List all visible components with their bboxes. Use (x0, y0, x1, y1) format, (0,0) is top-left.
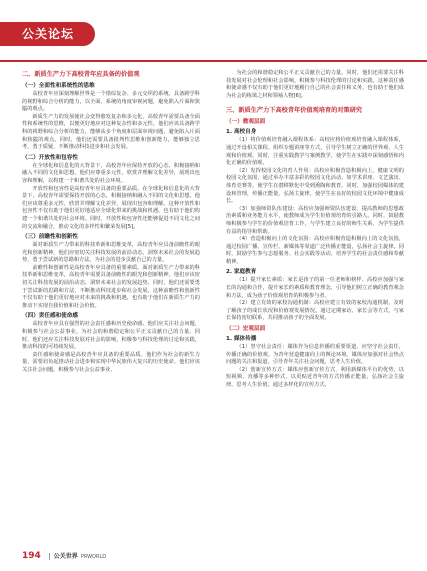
right-column (226, 70, 404, 390)
magazine-name-en: PRWORLD (80, 554, 107, 560)
paragraph: （1）坚守社会责任：媒体作为信息传播的重要渠道，应坚守社会责任，传播正确的价值观。为青年营造健康向上的舆论环境。媒体应加强对社会热点问题的关注和报道，引导青年关注社会问题，思考人生价值。 (226, 344, 404, 366)
paragraph: 面对新质生产力带来的科技革新和思维变革，高校青年应具备前瞻性的眼光和创新精神。他们应密切关注科技发展的前沿动态，洞察未来社会的发展趋势，勇于尝试新的思路和方法，为社会的进步贡献自己的力量。 (22, 242, 200, 264)
paragraph: 为社会的和谐稳定和公平正义贡献自己的力量。同时，他们还需要关注科技发展对社会伦理和社会影响，积极参与科技伦理的讨论和实践。这种责任感和使命感不仅有助于他们更好地履行自己的社会责任和义务，也有助于他们成为社会的栋梁之材和领袖人物[6]。 (226, 70, 404, 99)
subsection-title: 1. 高校自身 (226, 129, 257, 136)
column-tab (0, 22, 95, 46)
page-header (0, 0, 427, 62)
paragraph: 责任感和使命感是高校青年应具备的重要品质。他们作为社会的新生力量，需要肩负起推动社会进步和实现中华民族伟大复兴的历史使命。他们应该关注社会问题，积极参与社会公益事业， (22, 351, 200, 373)
paragraph: （2）创新宣传方式：媒体应创新宣传方式，利用新媒体平台的优势，以短视频、直播等多种形式，以更贴近青年的方式传播正能量，弘扬社会主旋律。思考人生价值。通过多样化的宣传方式， (226, 366, 404, 388)
paragraph: 开放性和包容性是高校青年应具备的重要品质。在全球化和信息化的大背景下，高校青年需要保持开放的心态，积极接纳和融入不同的文化和思想。他们应该尊重多元性，欣赏并理解文化差异，展现出包容和理解。这种开放性和包容性不仅有助于他们更好地适应全球化带来的挑战和机遇，也有助于他们构建一个和谐共处的社会环境。同时，开放性和包容性还能够促进不同文化之间的交流和融合，推动文化的多样性和繁荣发展[5]。 (22, 185, 200, 230)
section-title-3: 三、新质生产力下高校青年价值观培育的对策研究 (226, 107, 363, 115)
subsection-title: （三）前瞻性和创新性 (22, 234, 78, 241)
subsection-title: （一）全面性和系统性的思维 (22, 83, 95, 89)
paragraph: （4）营造积极向上的文化氛围：高校应积极营造积极向上的文化氛围，通过校园广播、宣传栏、新媒体等渠道广泛传播正能量，弘扬社会主旋律。同时，鼓励学生参与志愿服务、社会实践等活动，培养学生的社会责任感和奉献精神。 (226, 236, 404, 265)
subsection-title: 2. 家庭教育 (226, 269, 257, 276)
left-column (22, 70, 200, 375)
subsection-title: （四）责任感和使命感 (22, 313, 78, 320)
subsection-title: （一）微观层面 (226, 119, 266, 126)
paragraph: 高校青年应深刻理解世界是一个错综复杂、多元交织的系统。具备跨学科的视野和综合分析的能力，以全面、系统的角度审视问题，避免陷入片面和狭隘的观点。 (22, 91, 200, 113)
paragraph: （1）将价值观培育融入课程体系：高校应将价值观培育融入课程体系，通过开设相关课程、组织专题讲座等方式，引导学生树立正确的世界观、人生观和价值观。同时，注重实践教学与案例教学，使学生在实践中深刻感悟和内化正确的价值观。 (226, 137, 404, 167)
footer-divider (49, 553, 50, 560)
page-number: 194 (22, 551, 41, 561)
paragraph: （1）提升家长素质：家长是孩子的第一任老师和榜样。高校应加强与家长的沟通和合作，提升家长的素质和教育理念，引导他们树立正确的教育观念和方法，成为孩子价值观培育的积极参与者。 (226, 277, 404, 299)
subsection-title: （二）开放性和包容性 (22, 154, 78, 161)
paragraph: （3）加强师资队伍建设：高校应加强师资队伍建设，提高教师的思想政治素质和业务能力水平，使教师成为学生价值观培育的引路人。同时，鼓励教师积极参与学生的价值观培育工作，与学生建立良好的师生关系，为学生提供有益的指导和帮助。 (226, 205, 404, 235)
header-rule (0, 60, 427, 62)
section-title-2: 二、新质生产力下高校青年应具备的价值观 (22, 71, 140, 78)
paragraph: （2）发挥校园文化的育人作用：高校应积极营造积极向上、健康文明的校园文化氛围，通过举办丰富多彩的校园文化活动，如学术讲座、文艺演出、体育竞赛等，使学生在潜移默化中受到熏陶和教育。同时，加强校园媒体的建设和管理，传播正能量，弘扬主旋律，使学生在良好的校园文化环境中健康成长。 (226, 167, 404, 205)
page-footer (22, 551, 106, 561)
subsection-title: （二）宏观层面 (226, 326, 266, 333)
paragraph: （2）建立有效的家校沟通机制：高校应建立有效的家校沟通机制，及时了解孩子的成长状况和价值观发展情况。通过定期家访、家长会等方式，与家长保持密切联系，共同推动孩子的全面发展。 (226, 300, 404, 322)
subsection-title: 1. 媒体传播 (226, 336, 257, 343)
paragraph: 在全球化和信息化的大背景下，高校青年应保持开放的心态，积极接纳和融入不同的文化和思想。他们应尊重多元性，欣赏并理解文化差异，展现出包容和理解，以构建一个和谐共处的社会环境。 (22, 162, 200, 184)
column-title: 公关论坛 (22, 27, 75, 41)
magazine-name: 公关世界 (53, 553, 78, 560)
paragraph: 高校青年应具有强烈的社会责任感和历史使命感。他们应关注社会问题，积极参与社会公益事业，为社会的和谐稳定和公平正义贡献自己的力量。同时，他们还应关注科技发展对社会的影响，积极参与科技伦理的讨论和实践，推动科技的可持续发展。 (22, 321, 200, 351)
paragraph: 前瞻性和创新性是高校青年应具备的重要素质。面对新质生产力带来的科技革新和思维变革，高校青年需要具备前瞻性的眼光和创新精神。他们应该密切关注科技发展的前沿动态，洞察未来社会的发展趋势。同时，他们还需要勇于尝试新的思路和方法，不断推动科技进步和社会发展。这种前瞻性和创新性不仅有助于他们更好地应对未来的挑战和机遇，也有助于他们在新质生产力的推动下实现自我价值和社会价值。 (22, 264, 200, 309)
paragraph: 新质生产力的发展使社会变得愈发复杂和多元化，高校青年需要具备全面性和系统性的思维，以便更好地应对这种复杂性和多元性。他们应该具备跨学科的视野和综合分析的能力，能够从多个角度和层面审视问题，避免陷入片面和狭隘的观点。同时，他们还需要具备批判性思维和创新能力，能够独立思考，勇于质疑，不断推动科技进步和社会发展。 (22, 113, 200, 151)
